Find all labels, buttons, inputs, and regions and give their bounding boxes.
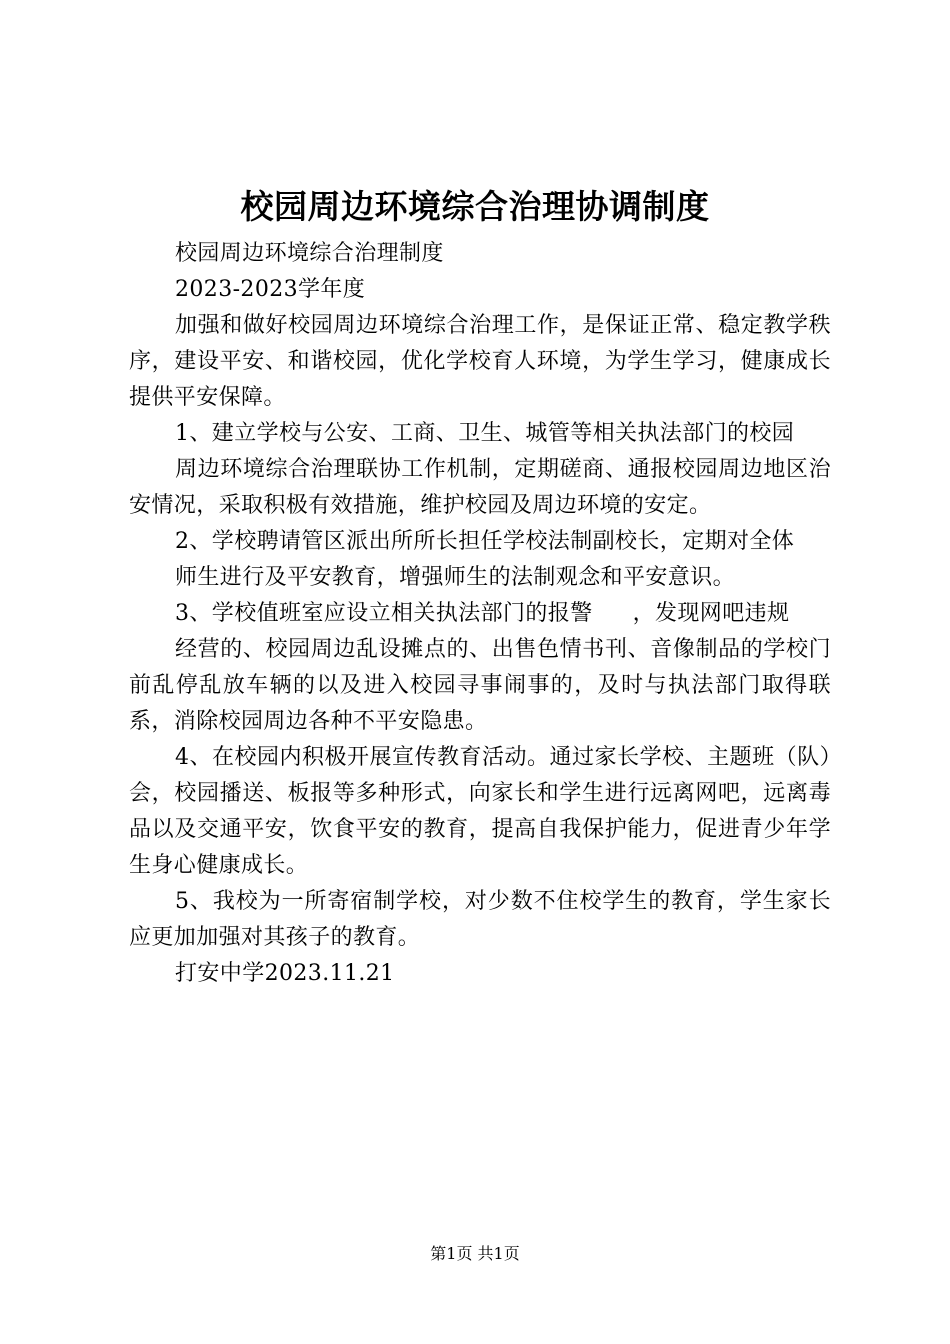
item-2-paragraph: 2、学校聘请管区派出所所长担任学校法制副校长，定期对全体 <box>175 529 795 554</box>
document-title: 校园周边环境综合治理协调制度 <box>240 187 710 226</box>
item-3-text-after-gap: ，发现网吧违规 <box>632 601 790 626</box>
signature-paragraph: 打安中学2023.11.21 <box>175 961 395 986</box>
item-2-continued-paragraph: 师生进行及平安教育，增强师生的法制观念和平安意识。 <box>175 565 736 590</box>
item-3-text-before-gap: 3、学校值班室应设立相关执法部门的报警 <box>175 601 593 626</box>
item-1-paragraph: 1、建立学校与公安、工商、卫生、城管等相关执法部门的校园 <box>175 421 795 446</box>
document-body <box>129 236 831 992</box>
school-year-paragraph: 2023-2023学年度 <box>175 277 366 302</box>
item-4-paragraph: 4、在校园内积极开展宣传教育活动。通过家长学校、主题班（队）会，校园播送、板报等多种形式，向家长和学生进行远离网吧，远离毒品以及交通平安，饮食平安的教育，提高自我保护能力，促进青少年学生身心健康成长。 <box>129 745 831 878</box>
item-5-paragraph: 5、我校为一所寄宿制学校，对少数不住校学生的教育，学生家长应更加加强对其孩子的教育。 <box>129 889 831 950</box>
item-3-paragraph <box>129 596 831 632</box>
intro-paragraph: 加强和做好校园周边环境综合治理工作，是保证正常、稳定教学秩序，建设平安、和谐校园，优化学校育人环境，为学生学习，健康成长提供平安保障。 <box>129 313 831 410</box>
item-1-continued-paragraph: 周边环境综合治理联协工作机制，定期磋商、通报校园周边地区治安情况，采取积极有效措施，维护校园及周边环境的安定。 <box>129 457 831 518</box>
subtitle-paragraph: 校园周边环境综合治理制度 <box>175 241 444 266</box>
page-footer: 第1页 共1页 <box>430 1244 520 1263</box>
item-3-continued-paragraph: 经营的、校园周边乱设摊点的、出售色情书刊、音像制品的学校门前乱停乱放车辆的以及进入校园寻事闹事的，及时与执法部门取得联系，消除校园周边各种不平安隐患。 <box>129 637 831 734</box>
